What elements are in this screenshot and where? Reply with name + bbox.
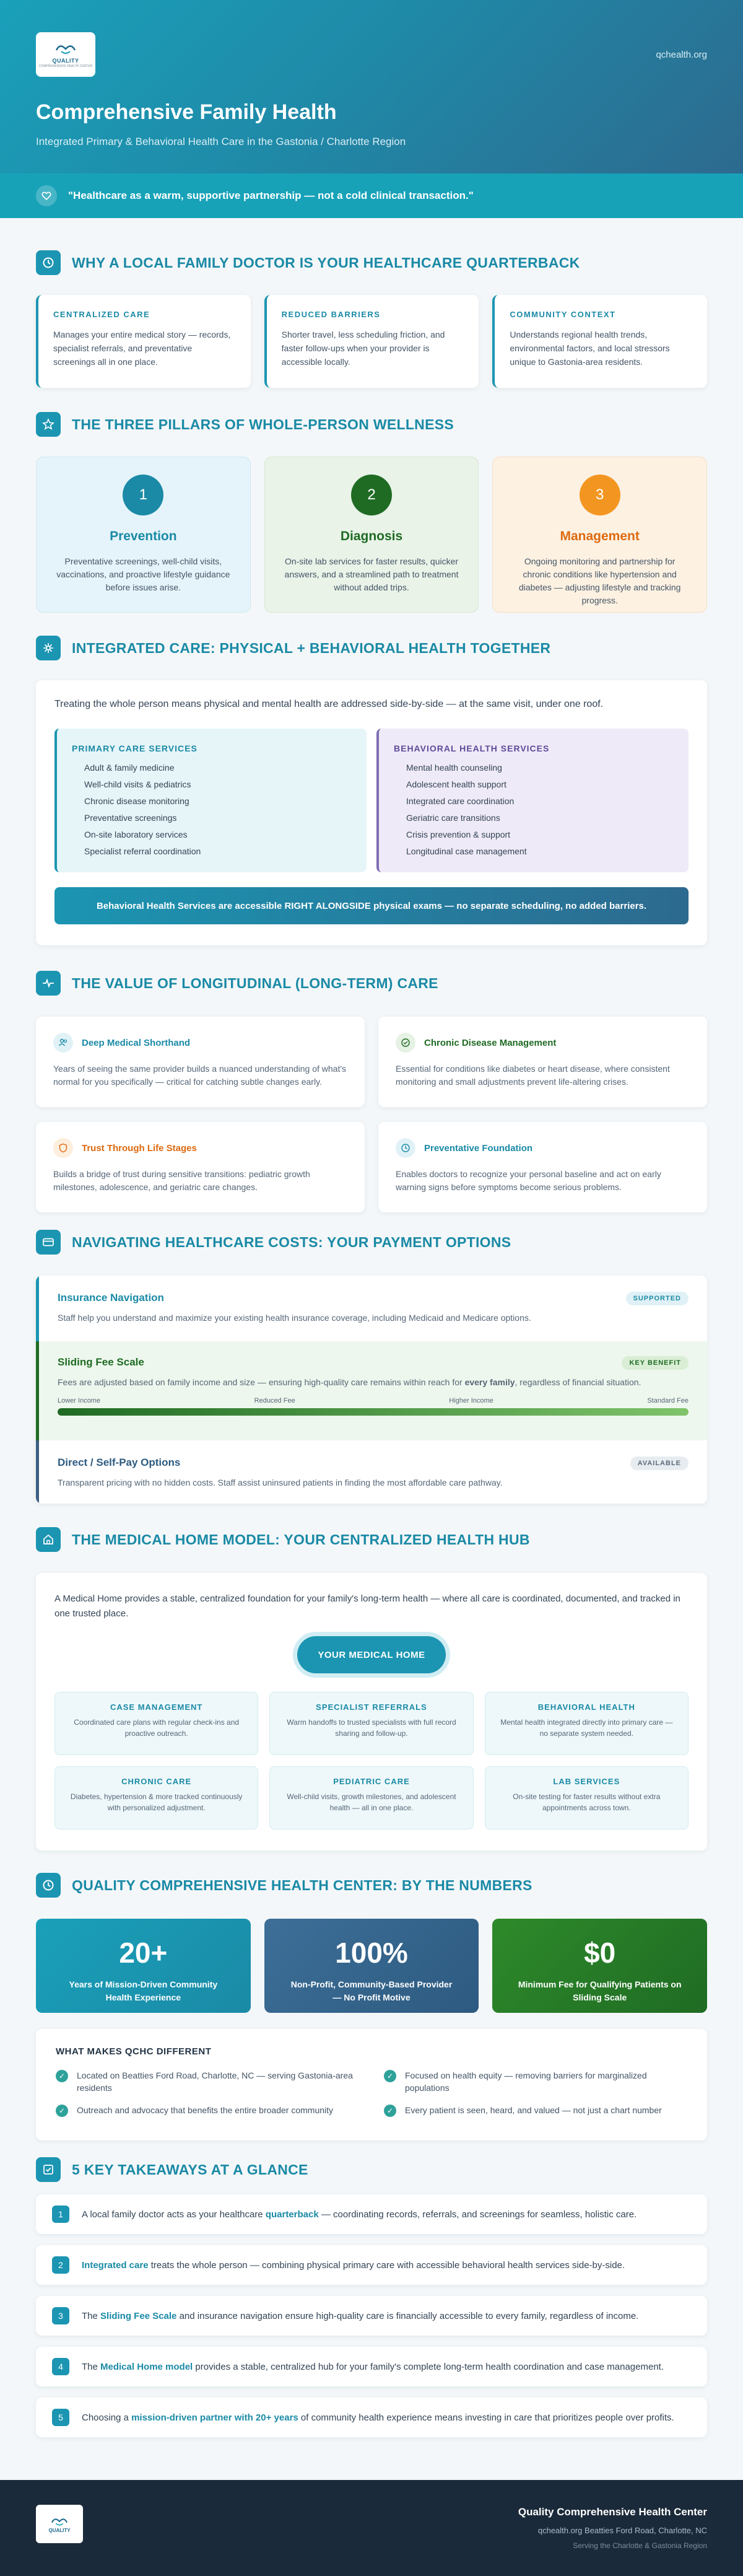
- info-card: [264, 295, 479, 388]
- clock-icon: [36, 250, 61, 275]
- payment-option-insurance: [36, 1276, 707, 1341]
- service-item: Longitudinal case management: [406, 846, 527, 856]
- option-title: Sliding Fee Scale: [58, 1356, 144, 1368]
- status-badge: KEY BENEFIT: [622, 1356, 689, 1370]
- heart-logo-icon: [53, 42, 79, 56]
- section-intro: Treating the whole person means physical and mental health are addressed side-by-side — at the same visit, under one roof.: [54, 699, 604, 709]
- integration-banner: Behavioral Health Services are accessible RIGHT ALONGSIDE physical exams — no separate scheduling, no added barriers.: [54, 887, 689, 924]
- heart-icon: [36, 185, 57, 206]
- page-subtitle: Integrated Primary & Behavioral Health Care in the Gastonia / Charlotte Region: [36, 136, 406, 147]
- card-text: Shorter travel, less scheduling friction, and faster follow-ups when your provider is accessible locally.: [281, 330, 445, 367]
- payment-options-card: [36, 1276, 707, 1504]
- service-item: Adolescent health support: [406, 779, 506, 789]
- service-item: Crisis prevention & support: [406, 830, 511, 839]
- stat-label: Non-Profit, Community-Based Provider — No Profit Motive: [290, 1979, 453, 2002]
- info-card: [492, 295, 707, 388]
- pillar-management: [492, 457, 707, 613]
- quote-bar: [0, 173, 743, 218]
- hub-service: PEDIATRIC CARE Well-child visits, growth milestones, and adolescent health — all in one place.: [269, 1766, 473, 1829]
- card-text: Years of seeing the same provider builds a nuanced understanding of what's normal for you specifically — critical for catching subtle changes early.: [53, 1064, 347, 1087]
- primary-care-panel: [54, 729, 367, 872]
- card-text: Enables doctors to recognize your personal baseline and act on early warning signs before symptoms become serious problems.: [396, 1169, 661, 1192]
- footer: [0, 2480, 743, 2576]
- logo: [36, 32, 95, 77]
- differentiator-item: ✓ Focused on health equity — removing barriers for marginalized populations: [384, 2069, 687, 2094]
- section-title: THE MEDICAL HOME MODEL: YOUR CENTRALIZED HEALTH HUB: [72, 1531, 530, 1548]
- pillar-number: 1: [123, 475, 163, 515]
- option-text: Staff help you understand and maximize your existing health insurance coverage, including Medicaid and Medicare options.: [58, 1313, 531, 1323]
- footer-org-name: Quality Comprehensive Health Center: [518, 2506, 707, 2518]
- section-title: THE VALUE OF LONGITUDINAL (LONG-TERM) CARE: [72, 975, 438, 991]
- service-item: Specialist referral coordination: [84, 846, 201, 856]
- section-intro: A Medical Home provides a stable, centralized foundation for your family's long-term health — where all care is coordinated, documented, and tracked in one trusted place.: [54, 1593, 680, 1619]
- section-title: NAVIGATING HEALTHCARE COSTS: YOUR PAYMENT OPTIONS: [72, 1233, 511, 1250]
- pillar-diagnosis: [264, 457, 479, 613]
- pillar-number: 2: [351, 475, 392, 515]
- star-icon: [36, 412, 61, 437]
- value-card: [378, 1122, 707, 1212]
- status-badge: AVAILABLE: [630, 1457, 689, 1470]
- check-icon: ✓: [384, 2105, 396, 2117]
- stat-card: [264, 1919, 479, 2013]
- card-title: CENTRALIZED CARE: [53, 310, 150, 319]
- shield-icon: [53, 1138, 73, 1158]
- service-item: Well-child visits & pediatrics: [84, 779, 191, 789]
- hub-service: CHRONIC CARE Diabetes, hypertension & more tracked continuously with personalized adjustment.: [54, 1766, 258, 1829]
- section-title: WHY A LOCAL FAMILY DOCTOR IS YOUR HEALTHCARE QUARTERBACK: [72, 254, 580, 271]
- differentiator-item: ✓ Every patient is seen, heard, and valued — not just a chart number: [384, 2104, 687, 2117]
- payment-option-self-pay: [36, 1440, 707, 1504]
- section-integrated-care: [36, 634, 707, 945]
- header-banner: [0, 0, 743, 173]
- stat-value: $0: [584, 1937, 616, 1969]
- panel-title: BEHAVIORAL HEALTH SERVICES: [394, 743, 550, 753]
- check-icon: ✓: [56, 2105, 68, 2117]
- status-badge: SUPPORTED: [626, 1292, 689, 1305]
- service-item: Chronic disease monitoring: [84, 796, 189, 806]
- option-title: Direct / Self-Pay Options: [58, 1457, 181, 1468]
- pillar-text: Preventative screenings, well-child visits, vaccinations, and proactive lifestyle guidance before issues arise.: [56, 556, 230, 592]
- hub-service: SPECIALIST REFERRALS Warm handoffs to trusted specialists with full record sharing and follow-up.: [269, 1692, 473, 1755]
- service-item: Geriatric care transitions: [406, 813, 500, 823]
- section-title: INTEGRATED CARE: PHYSICAL + BEHAVIORAL HEALTH TOGETHER: [72, 639, 551, 656]
- logo-text: QUALITY: [52, 57, 79, 64]
- differentiators-card: [36, 2029, 707, 2140]
- value-card: [36, 1017, 365, 1107]
- page-title: Comprehensive Family Health: [36, 100, 337, 124]
- option-text: Transparent pricing with no hidden costs. Staff assist uninsured patients in finding the most affordable care pathway.: [58, 1478, 503, 1487]
- behavioral-health-panel: [376, 729, 689, 872]
- footer-logo: QUALITY: [36, 2505, 83, 2543]
- pillar-title: Prevention: [110, 529, 177, 543]
- footer-tagline: Serving the Charlotte & Gastonia Region: [573, 2541, 707, 2550]
- card-title: WHAT MAKES QCHC DIFFERENT: [56, 2046, 212, 2057]
- card-title: Chronic Disease Management: [424, 1037, 557, 1048]
- takeaway-item: 3 The Sliding Fee Scale and insurance navigation ensure high-quality care is financially accessible to every family, regardless of income.: [36, 2296, 707, 2336]
- pillar-prevention: [36, 457, 251, 613]
- card-title: Preventative Foundation: [424, 1142, 533, 1154]
- stat-card: [36, 1919, 251, 2013]
- service-item: On-site laboratory services: [84, 830, 188, 839]
- section-title: QUALITY COMPREHENSIVE HEALTH CENTER: BY THE NUMBERS: [72, 1877, 532, 1893]
- section-title: 5 KEY TAKEAWAYS AT A GLANCE: [72, 2161, 308, 2178]
- option-title: Insurance Navigation: [58, 1292, 164, 1303]
- clock-icon: [396, 1138, 415, 1158]
- hub-service: BEHAVIORAL HEALTH Mental health integrated directly into primary care — no separate system needed.: [485, 1692, 689, 1755]
- section-quarterback: [36, 249, 707, 388]
- checklist-icon: [36, 2157, 61, 2182]
- card-title: REDUCED BARRIERS: [281, 310, 381, 319]
- stat-value: 100%: [335, 1937, 408, 1969]
- service-item: Preventative screenings: [84, 813, 177, 823]
- option-text: Fees are adjusted based on family income and size — ensuring high-quality care remains within reach for every family, regardless of financial situation.: [58, 1377, 641, 1387]
- card-title: Deep Medical Shorthand: [82, 1037, 191, 1048]
- card-title: Trust Through Life Stages: [82, 1142, 197, 1154]
- section-by-the-numbers: [36, 1872, 707, 2140]
- sparkle-icon: [36, 636, 61, 660]
- section-takeaways: [36, 2156, 707, 2437]
- card-text: Essential for conditions like diabetes or heart disease, where consistent monitoring and small adjustments prevent life-altering crises.: [396, 1064, 670, 1087]
- service-item: Mental health counseling: [406, 763, 502, 773]
- hub-service: CASE MANAGEMENT Coordinated care plans with regular check-ins and proactive outreach.: [54, 1692, 258, 1755]
- stat-label: Minimum Fee for Qualifying Patients on Sliding Scale: [518, 1979, 682, 2002]
- stat-value: 20+: [119, 1937, 168, 1969]
- home-icon: [36, 1527, 61, 1552]
- header-url-link[interactable]: qchealth.org: [656, 50, 707, 60]
- medical-home-hub: YOUR MEDICAL HOME: [297, 1636, 446, 1673]
- stat-label: Years of Mission-Driven Community Health Experience: [69, 1979, 218, 2002]
- card-text: Understands regional health trends, environmental factors, and local stressors unique to Gastonia-area residents.: [510, 330, 670, 367]
- check-icon: ✓: [56, 2070, 68, 2082]
- section-longitudinal-care: [36, 970, 707, 1212]
- differentiator-item: ✓ Outreach and advocacy that benefits the entire broader community: [56, 2104, 359, 2117]
- differentiator-item: ✓ Located on Beatties Ford Road, Charlotte, NC — serving Gastonia-area residents: [56, 2069, 359, 2094]
- stat-card: [492, 1919, 707, 2013]
- section-medical-home: [36, 1526, 707, 1851]
- users-icon: [53, 1033, 73, 1053]
- payment-option-sliding-fee: [36, 1341, 707, 1440]
- takeaway-item: 2 Integrated care treats the whole person — combining physical primary care with accessible behavioral health services side-by-side.: [36, 2245, 707, 2285]
- medical-home-card: [36, 1573, 707, 1851]
- pillar-text: On-site lab services for faster results, quicker answers, and a streamlined path to treatment without added trips.: [284, 556, 459, 592]
- integrated-care-card: [36, 680, 707, 945]
- takeaway-item: 5 Choosing a mission-driven partner with 20+ years of community health experience means investing in care that prioritizes people over profits.: [36, 2398, 707, 2437]
- card-text: Builds a bridge of trust during sensitive transitions: pediatric growth milestones, adolescence, and geriatric care changes.: [53, 1169, 310, 1192]
- logo-subtext: COMPREHENSIVE HEALTH CENTER: [38, 64, 93, 68]
- card-title: COMMUNITY CONTEXT: [510, 310, 616, 319]
- pulse-icon: [36, 971, 61, 996]
- pillar-text: Ongoing monitoring and partnership for chronic conditions like hypertension and diabetes — adjusting lifestyle and tracking progress.: [518, 556, 681, 605]
- pillar-title: Diagnosis: [340, 529, 403, 543]
- hub-service: LAB SERVICES On-site testing for faster results without extra appointments across town.: [485, 1766, 689, 1829]
- info-card: [36, 295, 251, 388]
- mission-quote: "Healthcare as a warm, supportive partnership — not a cold clinical transaction.": [68, 190, 474, 201]
- footer-links[interactable]: qchealth.org Beatties Ford Road, Charlotte, NC: [537, 2526, 707, 2535]
- service-item: Integrated care coordination: [406, 796, 515, 806]
- pillar-number: 3: [580, 475, 620, 515]
- card-text: Manages your entire medical story — records, specialist referrals, and preventative screenings all in one place.: [53, 330, 231, 367]
- takeaway-item: 1 A local family doctor acts as your healthcare quarterback — coordinating records, referrals, and screenings for seamless, holistic care.: [36, 2194, 707, 2234]
- check-circle-icon: [396, 1033, 415, 1053]
- section-payment-options: [36, 1229, 707, 1504]
- pillar-title: Management: [560, 529, 640, 543]
- credit-card-icon: [36, 1230, 61, 1255]
- check-icon: ✓: [384, 2070, 396, 2082]
- clock-icon: [36, 1873, 61, 1898]
- section-pillars: [36, 411, 707, 613]
- service-item: Adult & family medicine: [84, 763, 175, 773]
- panel-title: PRIMARY CARE SERVICES: [72, 743, 198, 753]
- fee-scale-bar: [58, 1408, 689, 1416]
- takeaway-item: 4 The Medical Home model provides a stable, centralized hub for your family's complete long-term health coordination and case management.: [36, 2347, 707, 2386]
- value-card: [36, 1122, 365, 1212]
- value-card: [378, 1017, 707, 1107]
- heart-logo-icon: [49, 2515, 70, 2528]
- fee-scale-labels: Lower Income Reduced Fee Higher Income Standard Fee: [58, 1397, 689, 1404]
- section-title: THE THREE PILLARS OF WHOLE-PERSON WELLNESS: [72, 416, 454, 432]
